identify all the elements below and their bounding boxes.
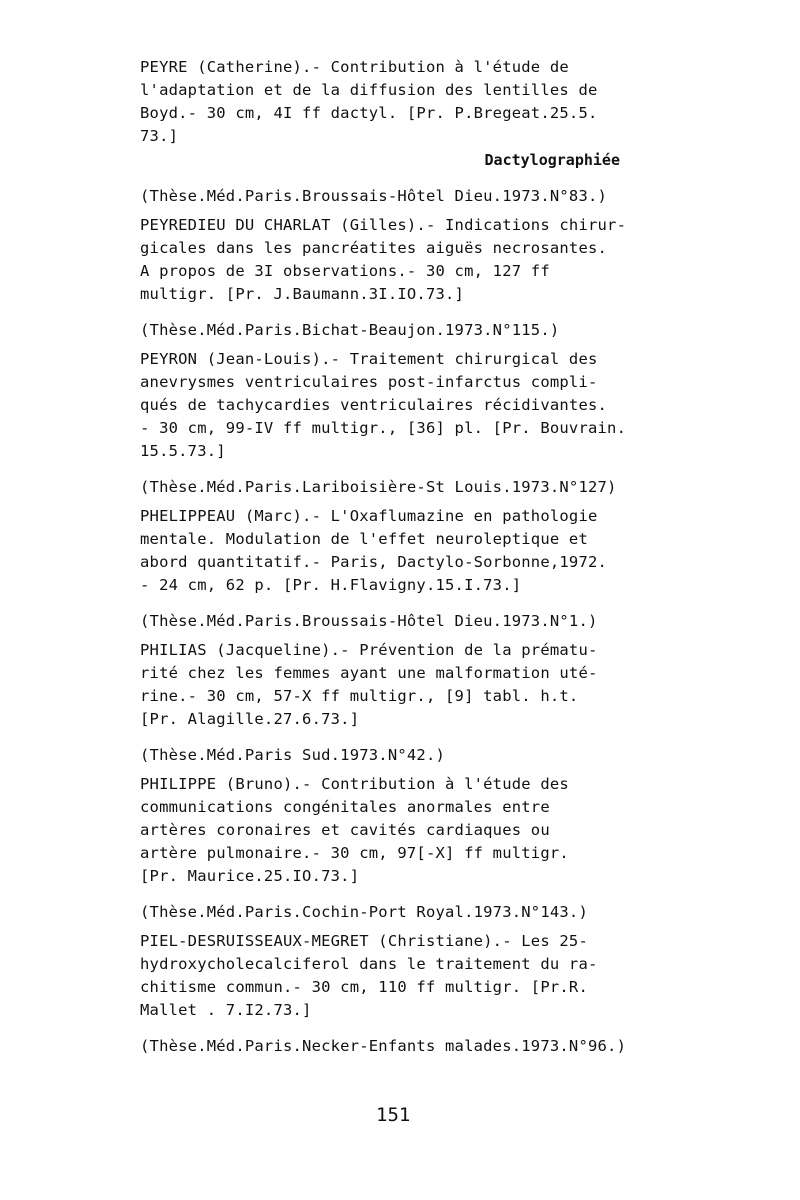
entry-line: A propos de 3I observations.- 30 cm, 127 ff [140, 262, 550, 280]
entry-line: [Pr. Alagille.27.6.73.] [140, 710, 360, 728]
typescript-tag: Dactylographiée [484, 151, 620, 169]
page-number: 151 [376, 1104, 411, 1126]
thesis-source: (Thèse.Méd.Paris.Broussais-Hôtel Dieu.1973.N°1.) [140, 612, 598, 630]
entry-line: 15.5.73.] [140, 442, 226, 460]
entry-line: PEYRE (Catherine).- Contribution à l'étude de [140, 58, 569, 76]
entry-line: multigr. [Pr. J.Baumann.3I.IO.73.] [140, 285, 465, 303]
entry-line: hydroxycholecalciferol dans le traitement du ra- [140, 955, 598, 973]
entry-line: Mallet . 7.I2.73.] [140, 1001, 312, 1019]
entry-line: PHILIPPE (Bruno).- Contribution à l'étude des [140, 775, 569, 793]
entry-line: gicales dans les pancréatites aiguës necrosantes. [140, 239, 608, 257]
entry-line: PHILIAS (Jacqueline).- Prévention de la prématu- [140, 641, 598, 659]
entry-line: l'adaptation et de la diffusion des lentilles de [140, 81, 598, 99]
entry-line: PEYRON (Jean-Louis).- Traitement chirurgical des [140, 350, 598, 368]
entry-line: artères coronaires et cavités cardiaques ou [140, 821, 550, 839]
thesis-source: (Thèse.Méd.Paris.Lariboisière-St Louis.1973.N°127) [140, 478, 617, 496]
entry-line: PEYREDIEU DU CHARLAT (Gilles).- Indications chirur- [140, 216, 627, 234]
entry-line: communications congénitales anormales entre [140, 798, 550, 816]
thesis-source: (Thèse.Méd.Paris Sud.1973.N°42.) [140, 746, 446, 764]
thesis-source: (Thèse.Méd.Paris.Necker-Enfants malades.1973.N°96.) [140, 1037, 627, 1055]
entry-peyre [140, 56, 670, 208]
entry-line: [Pr. Maurice.25.IO.73.] [140, 867, 360, 885]
entry-line: mentale. Modulation de l'effet neuroleptique et [140, 530, 588, 548]
entry-phelippeau [140, 505, 670, 633]
entry-line: abord quantitatif.- Paris, Dactylo-Sorbonne,1972. [140, 553, 608, 571]
entry-line: Boyd.- 30 cm, 4I ff dactyl. [Pr. P.Bregeat.25.5. [140, 104, 598, 122]
entry-peyron [140, 348, 670, 499]
entry-philippe [140, 773, 670, 924]
thesis-source: (Thèse.Méd.Paris.Cochin-Port Royal.1973.N°143.) [140, 903, 588, 921]
entry-line: anevrysmes ventriculaires post-infarctus compli- [140, 373, 598, 391]
entry-philias [140, 639, 670, 767]
entry-line: 73.] [140, 127, 179, 145]
entry-line: qués de tachycardies ventriculaires récidivantes. [140, 396, 608, 414]
entry-line: artère pulmonaire.- 30 cm, 97[-X] ff multigr. [140, 844, 569, 862]
thesis-source: (Thèse.Méd.Paris.Broussais-Hôtel Dieu.1973.N°83.) [140, 187, 608, 205]
entry-peyredieu [140, 214, 670, 342]
thesis-source: (Thèse.Méd.Paris.Bichat-Beaujon.1973.N°115.) [140, 321, 560, 339]
entry-line: rité chez les femmes ayant une malformation uté- [140, 664, 598, 682]
entry-line: - 24 cm, 62 p. [Pr. H.Flavigny.15.I.73.] [140, 576, 522, 594]
entry-line: PHELIPPEAU (Marc).- L'Oxaflumazine en pathologie [140, 507, 598, 525]
entry-line: - 30 cm, 99-IV ff multigr., [36] pl. [Pr. Bouvrain. [140, 419, 627, 437]
entry-line: rine.- 30 cm, 57-X ff multigr., [9] tabl. h.t. [140, 687, 579, 705]
entry-line: chitisme commun.- 30 cm, 110 ff multigr. [Pr.R. [140, 978, 588, 996]
entry-piel-desruisseaux-megret [140, 930, 670, 1058]
entry-line: PIEL-DESRUISSEAUX-MEGRET (Christiane).- Les 25- [140, 932, 588, 950]
bibliography-entries [140, 56, 670, 1058]
